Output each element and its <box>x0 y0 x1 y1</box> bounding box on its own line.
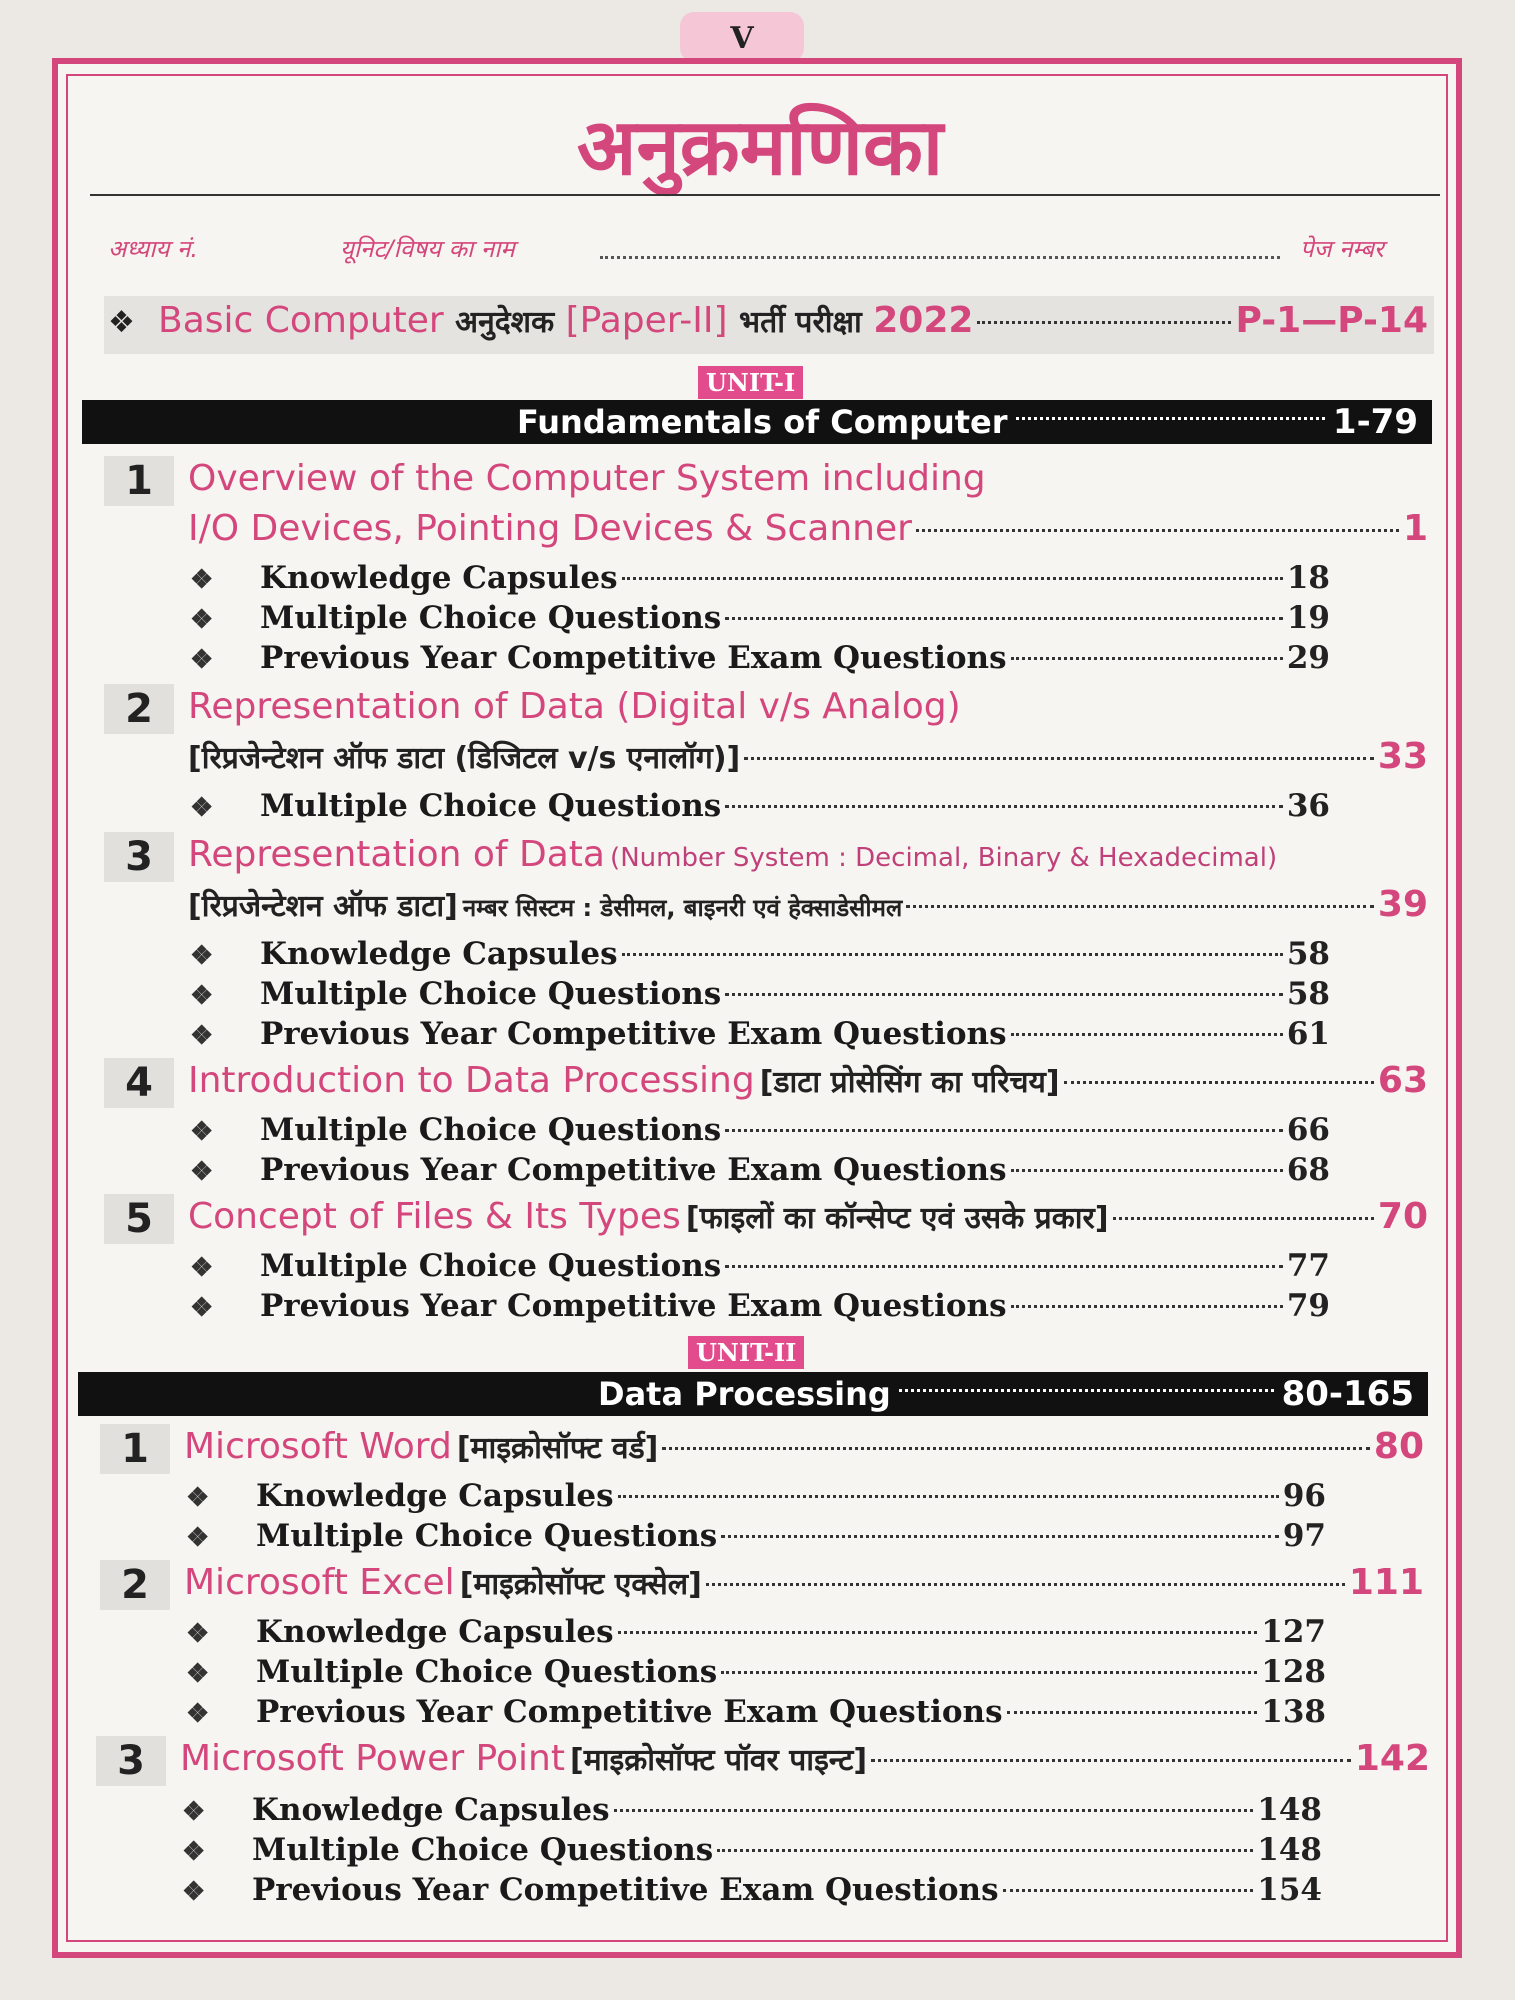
sub-entry-label: Multiple Choice Questions <box>260 1112 722 1148</box>
chapter-title-line[interactable] <box>188 458 1428 508</box>
chapter-title: Microsoft Word <box>184 1426 452 1467</box>
leader-dots <box>662 1447 1370 1450</box>
chapter-page: 111 <box>1348 1562 1424 1603</box>
sub-entry-label: Knowledge Capsules <box>260 936 618 972</box>
leader-dots <box>977 321 1231 324</box>
leader-dots <box>1011 1033 1283 1036</box>
diamond-bullet-icon: ❖ <box>186 1699 210 1729</box>
sub-entry-label: Previous Year Competitive Exam Questions <box>256 1694 1003 1730</box>
leader-dots <box>706 1583 1345 1586</box>
diamond-bullet-icon: ❖ <box>108 305 135 340</box>
sub-entry[interactable] <box>186 1478 1326 1518</box>
chapter-title: Concept of Files & Its Types <box>188 1196 681 1237</box>
sub-entry-page: 148 <box>1257 1832 1322 1868</box>
diamond-bullet-icon: ❖ <box>190 1157 214 1187</box>
diamond-bullet-icon: ❖ <box>190 941 214 971</box>
chapter-title-line[interactable] <box>188 736 1428 786</box>
leader-dots <box>899 1389 1274 1392</box>
sub-entry[interactable] <box>190 788 1330 828</box>
sub-entry[interactable] <box>190 640 1330 680</box>
leader-dots <box>1113 1217 1374 1220</box>
chapter-title-line[interactable] <box>184 1426 1424 1476</box>
sub-entry-label: Previous Year Competitive Exam Questions <box>260 640 1007 676</box>
header-leader <box>600 232 1280 259</box>
unit-1-title: Fundamentals of Computer <box>517 403 1008 441</box>
leader-dots <box>618 1631 1258 1634</box>
sub-entry-page: 138 <box>1261 1694 1326 1730</box>
sub-entry[interactable] <box>190 1288 1330 1328</box>
leader-dots <box>916 529 1399 532</box>
diamond-bullet-icon: ❖ <box>190 605 214 635</box>
chapter-title: Introduction to Data Processing <box>188 1060 755 1101</box>
sub-entry-page: 19 <box>1286 600 1330 636</box>
chapter-title-line[interactable] <box>188 508 1428 558</box>
leader-dots <box>1003 1889 1254 1892</box>
preface-label-c: [Paper-II] <box>565 300 728 341</box>
sub-entry-page: 77 <box>1286 1248 1330 1284</box>
leader-dots <box>721 1535 1279 1538</box>
sub-entry-label: Knowledge Capsules <box>252 1792 610 1828</box>
sub-entry[interactable] <box>186 1518 1326 1558</box>
diamond-bullet-icon: ❖ <box>186 1659 210 1689</box>
preface-entry[interactable] <box>108 300 1428 360</box>
sub-entry-page: 36 <box>1286 788 1330 824</box>
unit-1-tag: UNIT-I <box>698 366 803 399</box>
sub-entry[interactable] <box>190 560 1330 600</box>
diamond-bullet-icon: ❖ <box>182 1837 206 1867</box>
chapter-title-line[interactable] <box>184 1562 1424 1612</box>
sub-entry[interactable] <box>190 1112 1330 1152</box>
sub-entry-label: Multiple Choice Questions <box>260 600 722 636</box>
sub-entry-label: Multiple Choice Questions <box>256 1654 718 1690</box>
leader-dots <box>725 1265 1283 1268</box>
sub-entry-page: 58 <box>1286 936 1330 972</box>
chapter-title-hindi-note: नम्बर सिस्टम : डेसीमल, बाइनरी एवं हेक्साडेसीमल <box>462 894 903 922</box>
header-chapter-no: अध्याय नं. <box>108 235 198 263</box>
sub-entry-label: Multiple Choice Questions <box>260 788 722 824</box>
sub-entry-label: Multiple Choice Questions <box>252 1832 714 1868</box>
sub-entry-page: 66 <box>1286 1112 1330 1148</box>
chapter-number: 5 <box>104 1194 174 1244</box>
sub-entry[interactable] <box>190 1248 1330 1288</box>
sub-entry-label: Multiple Choice Questions <box>260 1248 722 1284</box>
preface-label-e: 2022 <box>873 300 974 341</box>
sub-entry[interactable] <box>186 1614 1326 1654</box>
sub-entry-label: Previous Year Competitive Exam Questions <box>252 1872 999 1908</box>
sub-entry-page: 61 <box>1286 1016 1330 1052</box>
sub-entry[interactable] <box>190 936 1330 976</box>
sub-entry[interactable] <box>186 1654 1326 1694</box>
leader-dots <box>725 993 1283 996</box>
diamond-bullet-icon: ❖ <box>190 1117 214 1147</box>
chapter-title-hindi: [फाइलों का कॉन्सेप्ट एवं उसके प्रकार] <box>685 1201 1109 1236</box>
chapter-number: 1 <box>104 456 174 506</box>
leader-dots <box>1007 1711 1258 1714</box>
header-subject: यूनिट/विषय का नाम <box>340 235 515 263</box>
chapter-title: Overview of the Computer System including <box>188 458 986 499</box>
chapter-page: 1 <box>1402 508 1428 549</box>
leader-dots <box>614 1809 1254 1812</box>
sub-entry-page: 29 <box>1286 640 1330 676</box>
sub-entry-label: Previous Year Competitive Exam Questions <box>260 1016 1007 1052</box>
chapter-number: 4 <box>104 1058 174 1108</box>
sub-entry-label: Knowledge Capsules <box>256 1478 614 1514</box>
chapter-title-hindi: [डाटा प्रोसेसिंग का परिचय] <box>759 1065 1060 1100</box>
sub-entry-label: Previous Year Competitive Exam Questions <box>260 1152 1007 1188</box>
sub-entry-page: 148 <box>1257 1792 1322 1828</box>
chapter-title-hindi: [माइक्रोसॉफ्ट वर्ड] <box>456 1431 659 1466</box>
leader-dots <box>618 1495 1279 1498</box>
leader-dots <box>725 805 1283 808</box>
chapter-title-hindi: [रिप्रजेन्टेशन ऑफ डाटा (डिजिटल v/s एनालॉग)] <box>188 741 741 776</box>
diamond-bullet-icon: ❖ <box>190 981 214 1011</box>
diamond-bullet-icon: ❖ <box>190 1021 214 1051</box>
chapter-title: Representation of Data <box>188 834 605 875</box>
diamond-bullet-icon: ❖ <box>190 1253 214 1283</box>
unit-2-pages: 80-165 <box>1281 1374 1414 1414</box>
chapter-number: 3 <box>96 1736 166 1786</box>
sub-entry-page: 58 <box>1286 976 1330 1012</box>
chapter-title-hindi: [रिप्रजेन्टेशन ऑफ डाटा] <box>188 889 458 924</box>
chapter-title: Microsoft Power Point <box>180 1738 565 1779</box>
leader-dots <box>725 617 1283 620</box>
sub-entry[interactable] <box>190 976 1330 1016</box>
diamond-bullet-icon: ❖ <box>182 1877 206 1907</box>
page-number-tab: V <box>680 12 804 62</box>
sub-entry-label: Previous Year Competitive Exam Questions <box>260 1288 1007 1324</box>
diamond-bullet-icon: ❖ <box>190 645 214 675</box>
unit-2-title: Data Processing <box>598 1375 891 1413</box>
sub-entry[interactable] <box>182 1832 1322 1872</box>
chapter-number: 3 <box>104 832 174 882</box>
chapter-title-hindi: [माइक्रोसॉफ्ट पॉवर पाइन्ट] <box>570 1743 868 1778</box>
preface-pages: P-1—P-14 <box>1235 300 1428 341</box>
preface-label-d: भर्ती परीक्षा <box>739 305 862 340</box>
diamond-bullet-icon: ❖ <box>186 1619 210 1649</box>
chapter-title-line[interactable] <box>188 1196 1428 1246</box>
preface-label-a: Basic Computer <box>158 300 444 341</box>
sub-entry[interactable] <box>182 1872 1322 1912</box>
diamond-bullet-icon: ❖ <box>190 565 214 595</box>
sub-entry[interactable] <box>190 600 1330 640</box>
sub-entry[interactable] <box>190 1152 1330 1192</box>
chapter-title: Microsoft Excel <box>184 1562 455 1603</box>
chapter-page: 80 <box>1373 1426 1424 1467</box>
leader-dots <box>1011 1169 1283 1172</box>
leader-dots <box>721 1671 1257 1674</box>
chapter-title-line[interactable] <box>180 1738 1430 1788</box>
unit-2-bar[interactable] <box>78 1372 1428 1416</box>
sub-entry-page: 96 <box>1282 1478 1326 1514</box>
header-page: पेज नम्बर <box>1300 235 1384 263</box>
diamond-bullet-icon: ❖ <box>186 1523 210 1553</box>
chapter-title: Representation of Data (Digital v/s Analog) <box>188 686 961 727</box>
leader-dots <box>1064 1081 1374 1084</box>
title-underline <box>90 194 1440 196</box>
preface-label-b: अनुदेशक <box>455 305 555 340</box>
chapter-title-line[interactable] <box>188 1060 1428 1110</box>
sub-entry-label: Knowledge Capsules <box>260 560 618 596</box>
sub-entry[interactable] <box>190 1016 1330 1056</box>
chapter-number: 1 <box>100 1424 170 1474</box>
diamond-bullet-icon: ❖ <box>190 793 214 823</box>
sub-entry-page: 127 <box>1261 1614 1326 1650</box>
leader-dots <box>871 1759 1351 1762</box>
sub-entry-label: Multiple Choice Questions <box>256 1518 718 1554</box>
chapter-number: 2 <box>100 1560 170 1610</box>
chapter-page: 70 <box>1377 1196 1428 1237</box>
leader-dots <box>1011 657 1283 660</box>
sub-entry[interactable] <box>186 1694 1326 1734</box>
chapter-title-line[interactable] <box>188 686 1428 736</box>
unit-1-bar[interactable] <box>82 400 1432 444</box>
leader-dots <box>725 1129 1283 1132</box>
chapter-title-note: (Number System : Decimal, Binary & Hexadecimal) <box>610 843 1278 873</box>
sub-entry-label: Knowledge Capsules <box>256 1614 614 1650</box>
chapter-title-line[interactable] <box>188 834 1428 884</box>
sub-entry[interactable] <box>182 1792 1322 1832</box>
chapter-title-hindi: [माइक्रोसॉफ्ट एक्सेल] <box>459 1567 702 1602</box>
chapter-number: 2 <box>104 684 174 734</box>
sub-entry-page: 97 <box>1282 1518 1326 1554</box>
chapter-page: 33 <box>1377 736 1428 777</box>
sub-entry-page: 68 <box>1286 1152 1330 1188</box>
chapter-title-line[interactable] <box>188 884 1428 934</box>
sub-entry-page: 128 <box>1261 1654 1326 1690</box>
leader-dots <box>744 757 1374 760</box>
diamond-bullet-icon: ❖ <box>186 1483 210 1513</box>
sub-entry-page: 154 <box>1257 1872 1322 1908</box>
sub-entry-page: 79 <box>1286 1288 1330 1324</box>
leader-dots <box>622 953 1283 956</box>
chapter-page: 63 <box>1377 1060 1428 1101</box>
diamond-bullet-icon: ❖ <box>182 1797 206 1827</box>
leader-dots <box>1011 1305 1283 1308</box>
leader-dots <box>622 577 1283 580</box>
sub-entry-label: Multiple Choice Questions <box>260 976 722 1012</box>
unit-2-tag: UNIT-II <box>688 1336 804 1369</box>
page-title: अनुक्रमणिका <box>576 103 944 193</box>
leader-dots <box>1016 417 1325 420</box>
unit-1-pages: 1-79 <box>1332 402 1418 442</box>
leader-dots <box>906 905 1374 908</box>
chapter-title: I/O Devices, Pointing Devices & Scanner <box>188 508 912 549</box>
chapter-page: 39 <box>1377 884 1428 925</box>
chapter-page: 142 <box>1354 1738 1430 1779</box>
diamond-bullet-icon: ❖ <box>190 1293 214 1323</box>
sub-entry-page: 18 <box>1286 560 1330 596</box>
leader-dots <box>717 1849 1253 1852</box>
